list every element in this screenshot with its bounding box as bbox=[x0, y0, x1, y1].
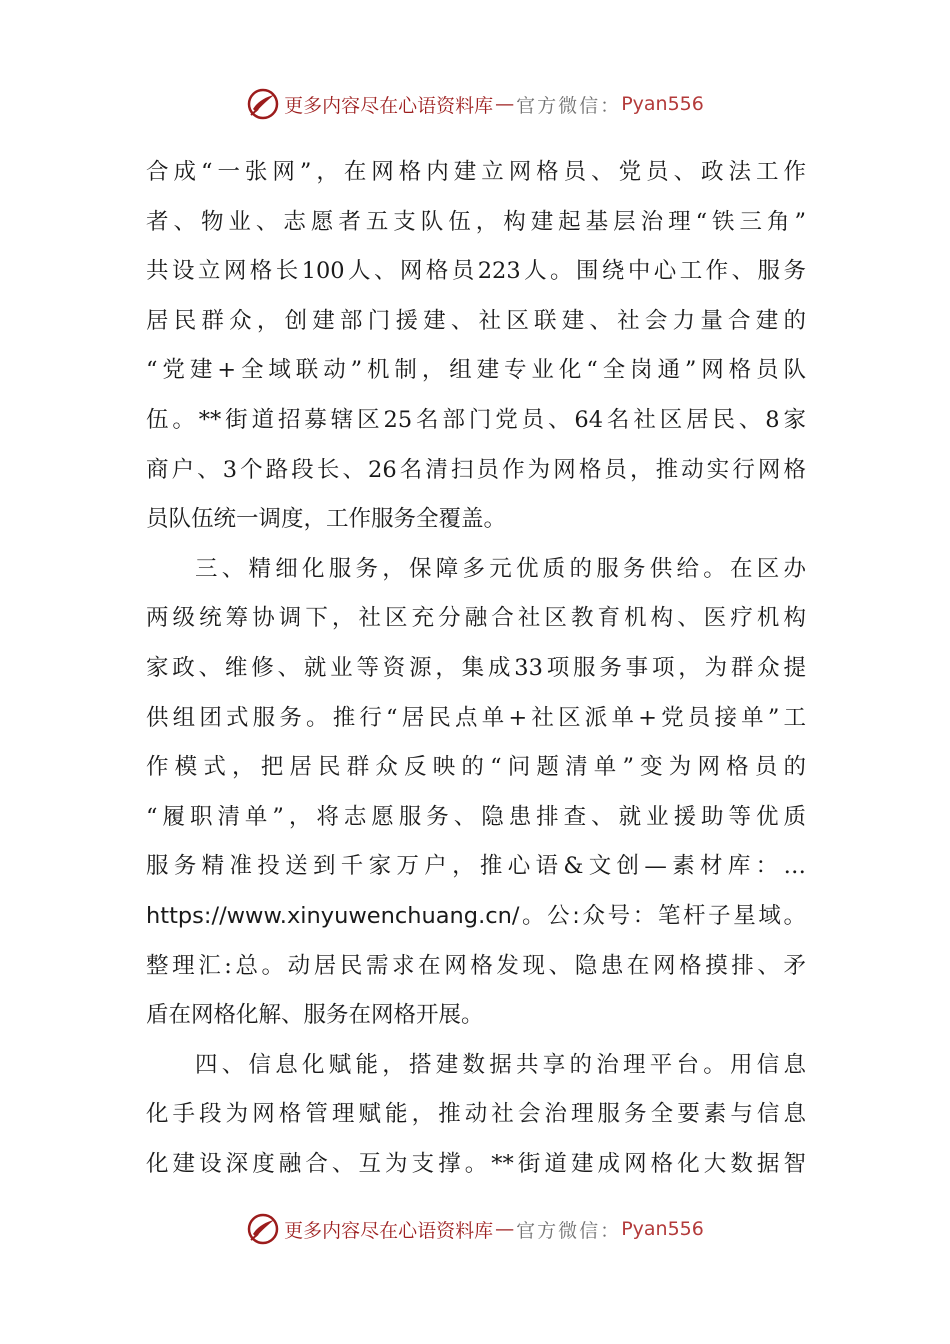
body-line: 家政、维修、就业等资源，集成33项服务事项，为群众提 bbox=[146, 654, 806, 681]
body-line: 员队伍统一调度，工作服务全覆盖。 bbox=[146, 506, 507, 533]
footer-dash: — bbox=[495, 1218, 515, 1240]
body-line: 居民群众，创建部门援建、社区联建、社会力量合建的 bbox=[146, 307, 806, 334]
body-line-url: https://www.xinyuwenchuang.cn/。公:众号：笔杆子星域。 bbox=[146, 902, 806, 929]
body-line: 服务精准投送到千家万户，推心语&文创—素材库：… bbox=[146, 853, 806, 880]
header-dash: — bbox=[495, 93, 515, 115]
section-heading-line: 四、信息化赋能，搭建数据共享的治理平台。用信息 bbox=[195, 1051, 806, 1078]
body-line: 整理汇:总。动居民需求在网格发现、隐患在网格摸排、矛 bbox=[146, 952, 806, 979]
body-line: 者、物业、志愿者五支队伍，构建起基层治理“铁三角” bbox=[146, 208, 806, 235]
section-heading-line: 三、精细化服务，保障多元优质的服务供给。在区办 bbox=[195, 555, 806, 582]
body-line: 作模式，把居民群众反映的“问题清单”变为网格员的 bbox=[146, 754, 806, 781]
pen-logo-icon bbox=[246, 1212, 280, 1246]
body-line: “履职清单”，将志愿服务、隐患排查、就业援助等优质 bbox=[146, 803, 806, 830]
body-line: 盾在网格化解、服务在网格开展。 bbox=[146, 1002, 484, 1029]
header-wechat-handle: Pyan556 bbox=[621, 93, 704, 115]
body-line: 商户、3个路段长、26名清扫员作为网格员，推动实行网格 bbox=[146, 456, 806, 483]
body-line: 供组团式服务。推行“居民点单+社区派单+党员接单”工 bbox=[146, 704, 806, 731]
footer-banner bbox=[0, 1209, 950, 1249]
header-wechat-label: 官方微信： bbox=[516, 94, 622, 117]
body-line: “党建+全域联动”机制，组建专业化“全岗通”网格员队 bbox=[146, 357, 806, 384]
footer-wechat-handle: Pyan556 bbox=[621, 1218, 704, 1240]
document-body bbox=[146, 148, 806, 1189]
body-line: 化手段为网格管理赋能，推动社会治理服务全要素与信息 bbox=[146, 1101, 806, 1128]
header-title: 更多内容尽在心语资料库 bbox=[284, 94, 494, 117]
body-line: 共设立网格长100人、网格员223人。围绕中心工作、服务 bbox=[146, 258, 806, 285]
body-line: 化建设深度融合、互为支撑。**街道建成网格化大数据智 bbox=[146, 1150, 806, 1177]
pen-logo-icon bbox=[246, 87, 280, 121]
body-line: 伍。**街道招募辖区25名部门党员、64名社区居民、8家 bbox=[146, 406, 806, 433]
body-line: 两级统筹协调下，社区充分融合社区教育机构、医疗机构 bbox=[146, 605, 806, 632]
body-line: 合成“一张网”，在网格内建立网格员、党员、政法工作 bbox=[146, 159, 806, 185]
footer-title: 更多内容尽在心语资料库 bbox=[284, 1219, 494, 1242]
header-banner bbox=[0, 84, 950, 124]
footer-wechat-label: 官方微信： bbox=[516, 1219, 622, 1242]
